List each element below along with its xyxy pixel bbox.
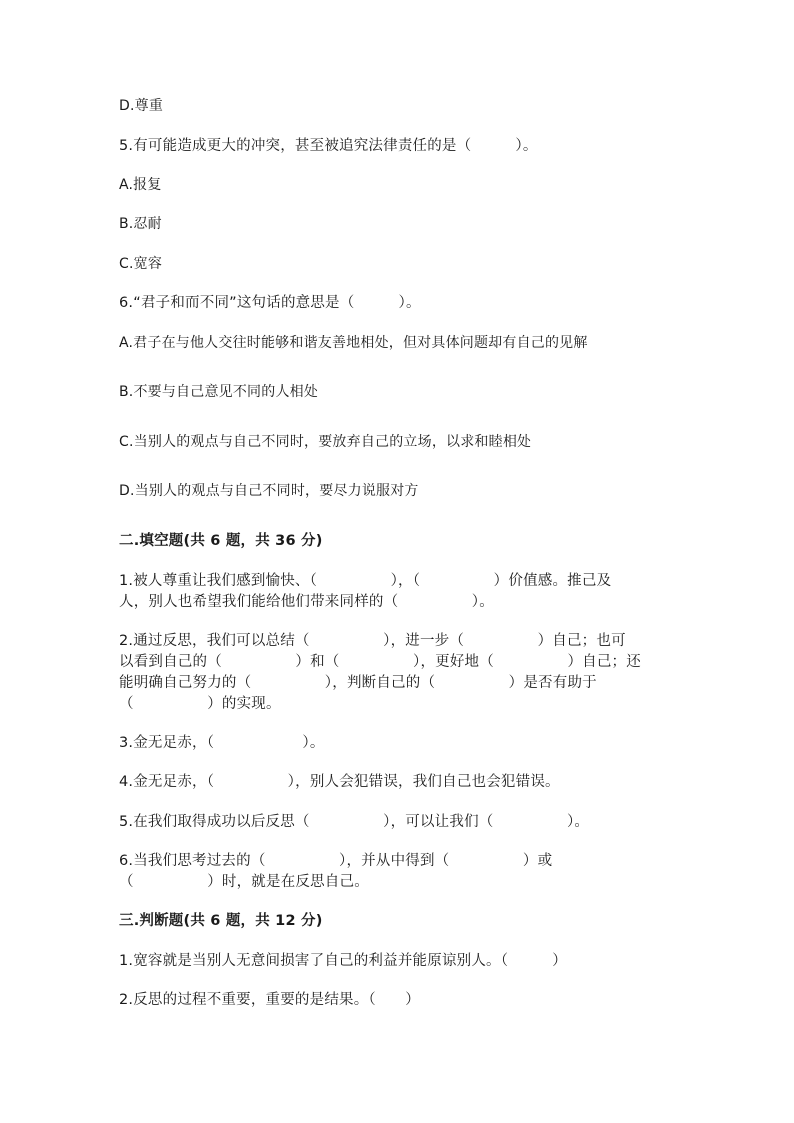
fill-q1-line-2: 人，别人也希望我们能给他们带来同样的（ ）。 (119, 594, 494, 610)
fill-q1-line-1: 1.被人尊重让我们感到愉快、（ ），（ ）价值感。推己及 (119, 573, 612, 589)
judge-section-title: 三.判断题(共 6 题，共 12 分) (119, 913, 323, 929)
q5-option-c: C.宽容 (119, 256, 163, 272)
fill-q2-line-4: （ ）的实现。 (119, 696, 281, 712)
fill-q4: 4.金无足赤，（ ），别人会犯错误，我们自己也会犯错误。 (119, 774, 560, 790)
q4-option-d: D.尊重 (119, 98, 164, 114)
q6-option-b: B.不要与自己意见不同的人相处 (119, 384, 319, 400)
q6-option-c: C.当别人的观点与自己不同时，要放弃自己的立场，以求和睦相处 (119, 434, 532, 450)
fill-q5: 5.在我们取得成功以后反思（ ），可以让我们（ ）。 (119, 814, 590, 830)
q6-option-a: A.君子在与他人交往时能够和谐友善地相处，但对具体问题却有自己的见解 (119, 335, 588, 351)
fill-q6-line-2: （ ）时，就是在反思自己。 (119, 874, 369, 890)
fill-q6-line-1: 6.当我们思考过去的（ ），并从中得到（ ）或 (119, 853, 553, 869)
fill-q2-line-1: 2.通过反思，我们可以总结（ ），进一步（ ）自己；也可 (119, 633, 626, 649)
q5-stem: 5.有可能造成更大的冲突，甚至被追究法律责任的是（ ）。 (119, 138, 538, 154)
judge-q2: 2.反思的过程不重要，重要的是结果。（ ） (119, 992, 420, 1008)
fill-q2-line-2: 以看到自己的（ ）和（ ），更好地（ ）自己；还 (119, 654, 641, 670)
q6-option-d: D.当别人的观点与自己不同时，要尽力说服对方 (119, 483, 419, 499)
fill-q3: 3.金无足赤，（ ）。 (119, 735, 325, 751)
q6-stem: 6.“君子和而不同”这句话的意思是（ ）。 (119, 295, 421, 311)
judge-q1: 1.宽容就是当别人无意间损害了自己的利益并能原谅别人。（ ） (119, 953, 567, 969)
fill-section-title: 二.填空题(共 6 题，共 36 分) (119, 533, 323, 549)
fill-q2-line-3: 能明确自己努力的（ ），判断自己的（ ）是否有助于 (119, 675, 597, 691)
q5-option-b: B.忍耐 (119, 216, 162, 232)
q5-option-a: A.报复 (119, 177, 162, 193)
